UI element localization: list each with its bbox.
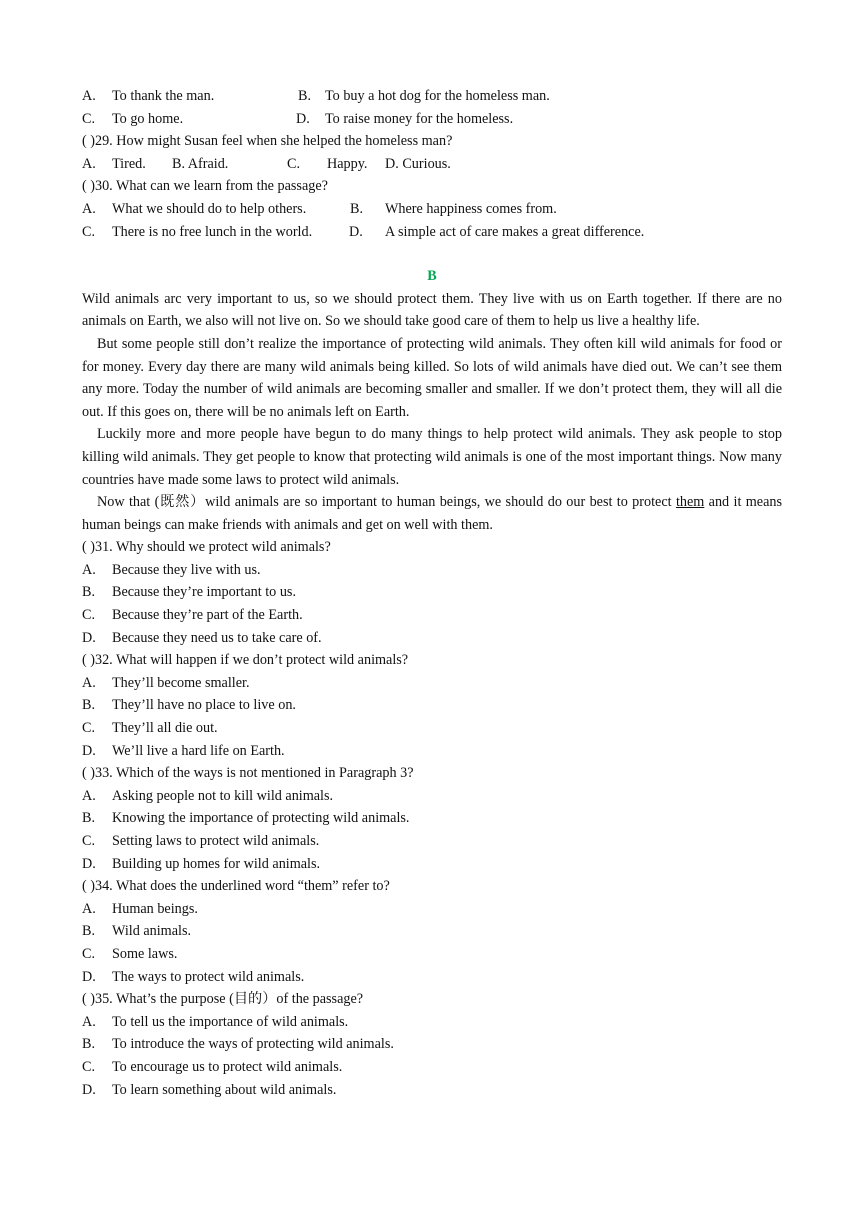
question-list <box>82 536 782 1101</box>
q28-options-row-1 <box>82 85 782 108</box>
question-32 <box>82 649 782 762</box>
option-c: C. Because they’re part of the Earth. <box>82 607 303 624</box>
underlined-word-them: them <box>675 494 705 511</box>
option-d: D. The ways to protect wild animals. <box>82 968 305 985</box>
q29-option-d: D. Curious. <box>385 155 451 172</box>
question-stem: ( )31. Why should we protect wild animals? <box>82 539 331 556</box>
option-d: D. Building up homes for wild animals. <box>82 855 321 872</box>
q29-stem: ( )29. How might Susan feel when she helped the homeless man? <box>82 133 453 150</box>
question-stem: ( )34. What does the underlined word “them” refer to? <box>82 878 390 895</box>
question-31 <box>82 536 782 649</box>
q30-option-c: C. There is no free lunch in the world. <box>82 223 313 240</box>
option-a: A. To tell us the importance of wild animals. <box>82 1013 349 1030</box>
q30-stem: ( )30. What can we learn from the passage? <box>82 178 328 195</box>
q28-option-c: C. To go home. <box>82 110 184 127</box>
option-b: B. To introduce the ways of protecting wild animals. <box>82 1036 394 1053</box>
option-b: B. Wild animals. <box>82 923 192 940</box>
q28-option-a: A. To thank the man. <box>82 88 215 104</box>
option-a: A. Because they live with us. <box>82 561 261 578</box>
question-33 <box>82 762 782 875</box>
option-b: B. They’ll have no place to live on. <box>82 697 296 714</box>
option-d: D. We’ll live a hard life on Earth. <box>82 742 285 759</box>
passage-paragraph-2: But some people still don’t realize the importance of protecting wild animals. They often kill wild animals for food or for money. Every day there are many wild animals being killed. So lots of wild animals have died out. We can’t see them any more. Today the number of wild animals are becoming smaller and smaller. If we don’t protect them, they will all die out. If this goes on, there will be no animals left on Earth. <box>82 335 782 420</box>
question-stem: ( )33. Which of the ways is not mentioned in Paragraph 3? <box>82 765 414 782</box>
paragraph-4-text-start: Now that (既然）wild animals are so important to human beings, we should do our best to protect <box>97 494 676 511</box>
passage-paragraph-1: Wild animals arc very important to us, so we should protect them. They live with us on Earth together. If there are no animals on Earth, we also will not live on. So we should take good care of them to help us live a healthy life. <box>82 290 782 330</box>
q29-options <box>82 153 782 176</box>
paragraph-4-text-end: and it means human beings can make friends with animals and get on well with them. <box>82 494 782 533</box>
q30-option-b: B. Where happiness comes from. <box>350 200 557 217</box>
q29-option-b: B. Afraid. <box>172 155 229 172</box>
option-c: C. They’ll all die out. <box>82 720 218 737</box>
passage-paragraph-4 <box>82 491 782 536</box>
option-c: C. To encourage us to protect wild animals. <box>82 1058 343 1075</box>
section-b-title: B <box>427 268 437 285</box>
q30-options-row-1 <box>82 198 782 221</box>
question-stem: ( )32. What will happen if we don’t protect wild animals? <box>82 652 409 669</box>
option-a: A. They’ll become smaller. <box>82 674 250 691</box>
option-b: B. Because they’re important to us. <box>82 584 296 601</box>
q30-options-row-2 <box>82 221 782 244</box>
question-34 <box>82 875 782 988</box>
question-35 <box>82 988 782 1101</box>
q28-option-b: B. To buy a hot dog for the homeless man. <box>298 88 550 104</box>
option-c: C. Some laws. <box>82 945 178 962</box>
question-stem: ( )35. What’s the purpose (目的）of the passage? <box>82 991 364 1008</box>
option-d: D. To learn something about wild animals. <box>82 1081 337 1098</box>
option-d: D. Because they need us to take care of. <box>82 629 322 646</box>
section-gap <box>82 243 782 265</box>
q30-option-a: A. What we should do to help others. <box>82 200 307 217</box>
passage-paragraph-3: Luckily more and more people have begun to do many things to help protect wild animals. They ask people to stop killing wild animals. They get people to know that protecting wild animals is one of the most important things. Now many countries have made some laws to protect wild animals. <box>82 426 782 488</box>
option-a: A. Asking people not to kill wild animals. <box>82 787 334 804</box>
q28-options-row-2 <box>82 108 782 131</box>
q29-option-a: A. Tired. <box>82 155 146 172</box>
option-b: B. Knowing the importance of protecting wild animals. <box>82 810 410 827</box>
exam-page <box>82 85 782 1101</box>
q30-option-d: D. A simple act of care makes a great difference. <box>349 223 645 240</box>
q28-option-d: D. To raise money for the homeless. <box>296 110 514 127</box>
option-c: C. Setting laws to protect wild animals. <box>82 833 320 849</box>
option-a: A. Human beings. <box>82 900 198 917</box>
q29-option-c: C. Happy. <box>287 155 368 172</box>
